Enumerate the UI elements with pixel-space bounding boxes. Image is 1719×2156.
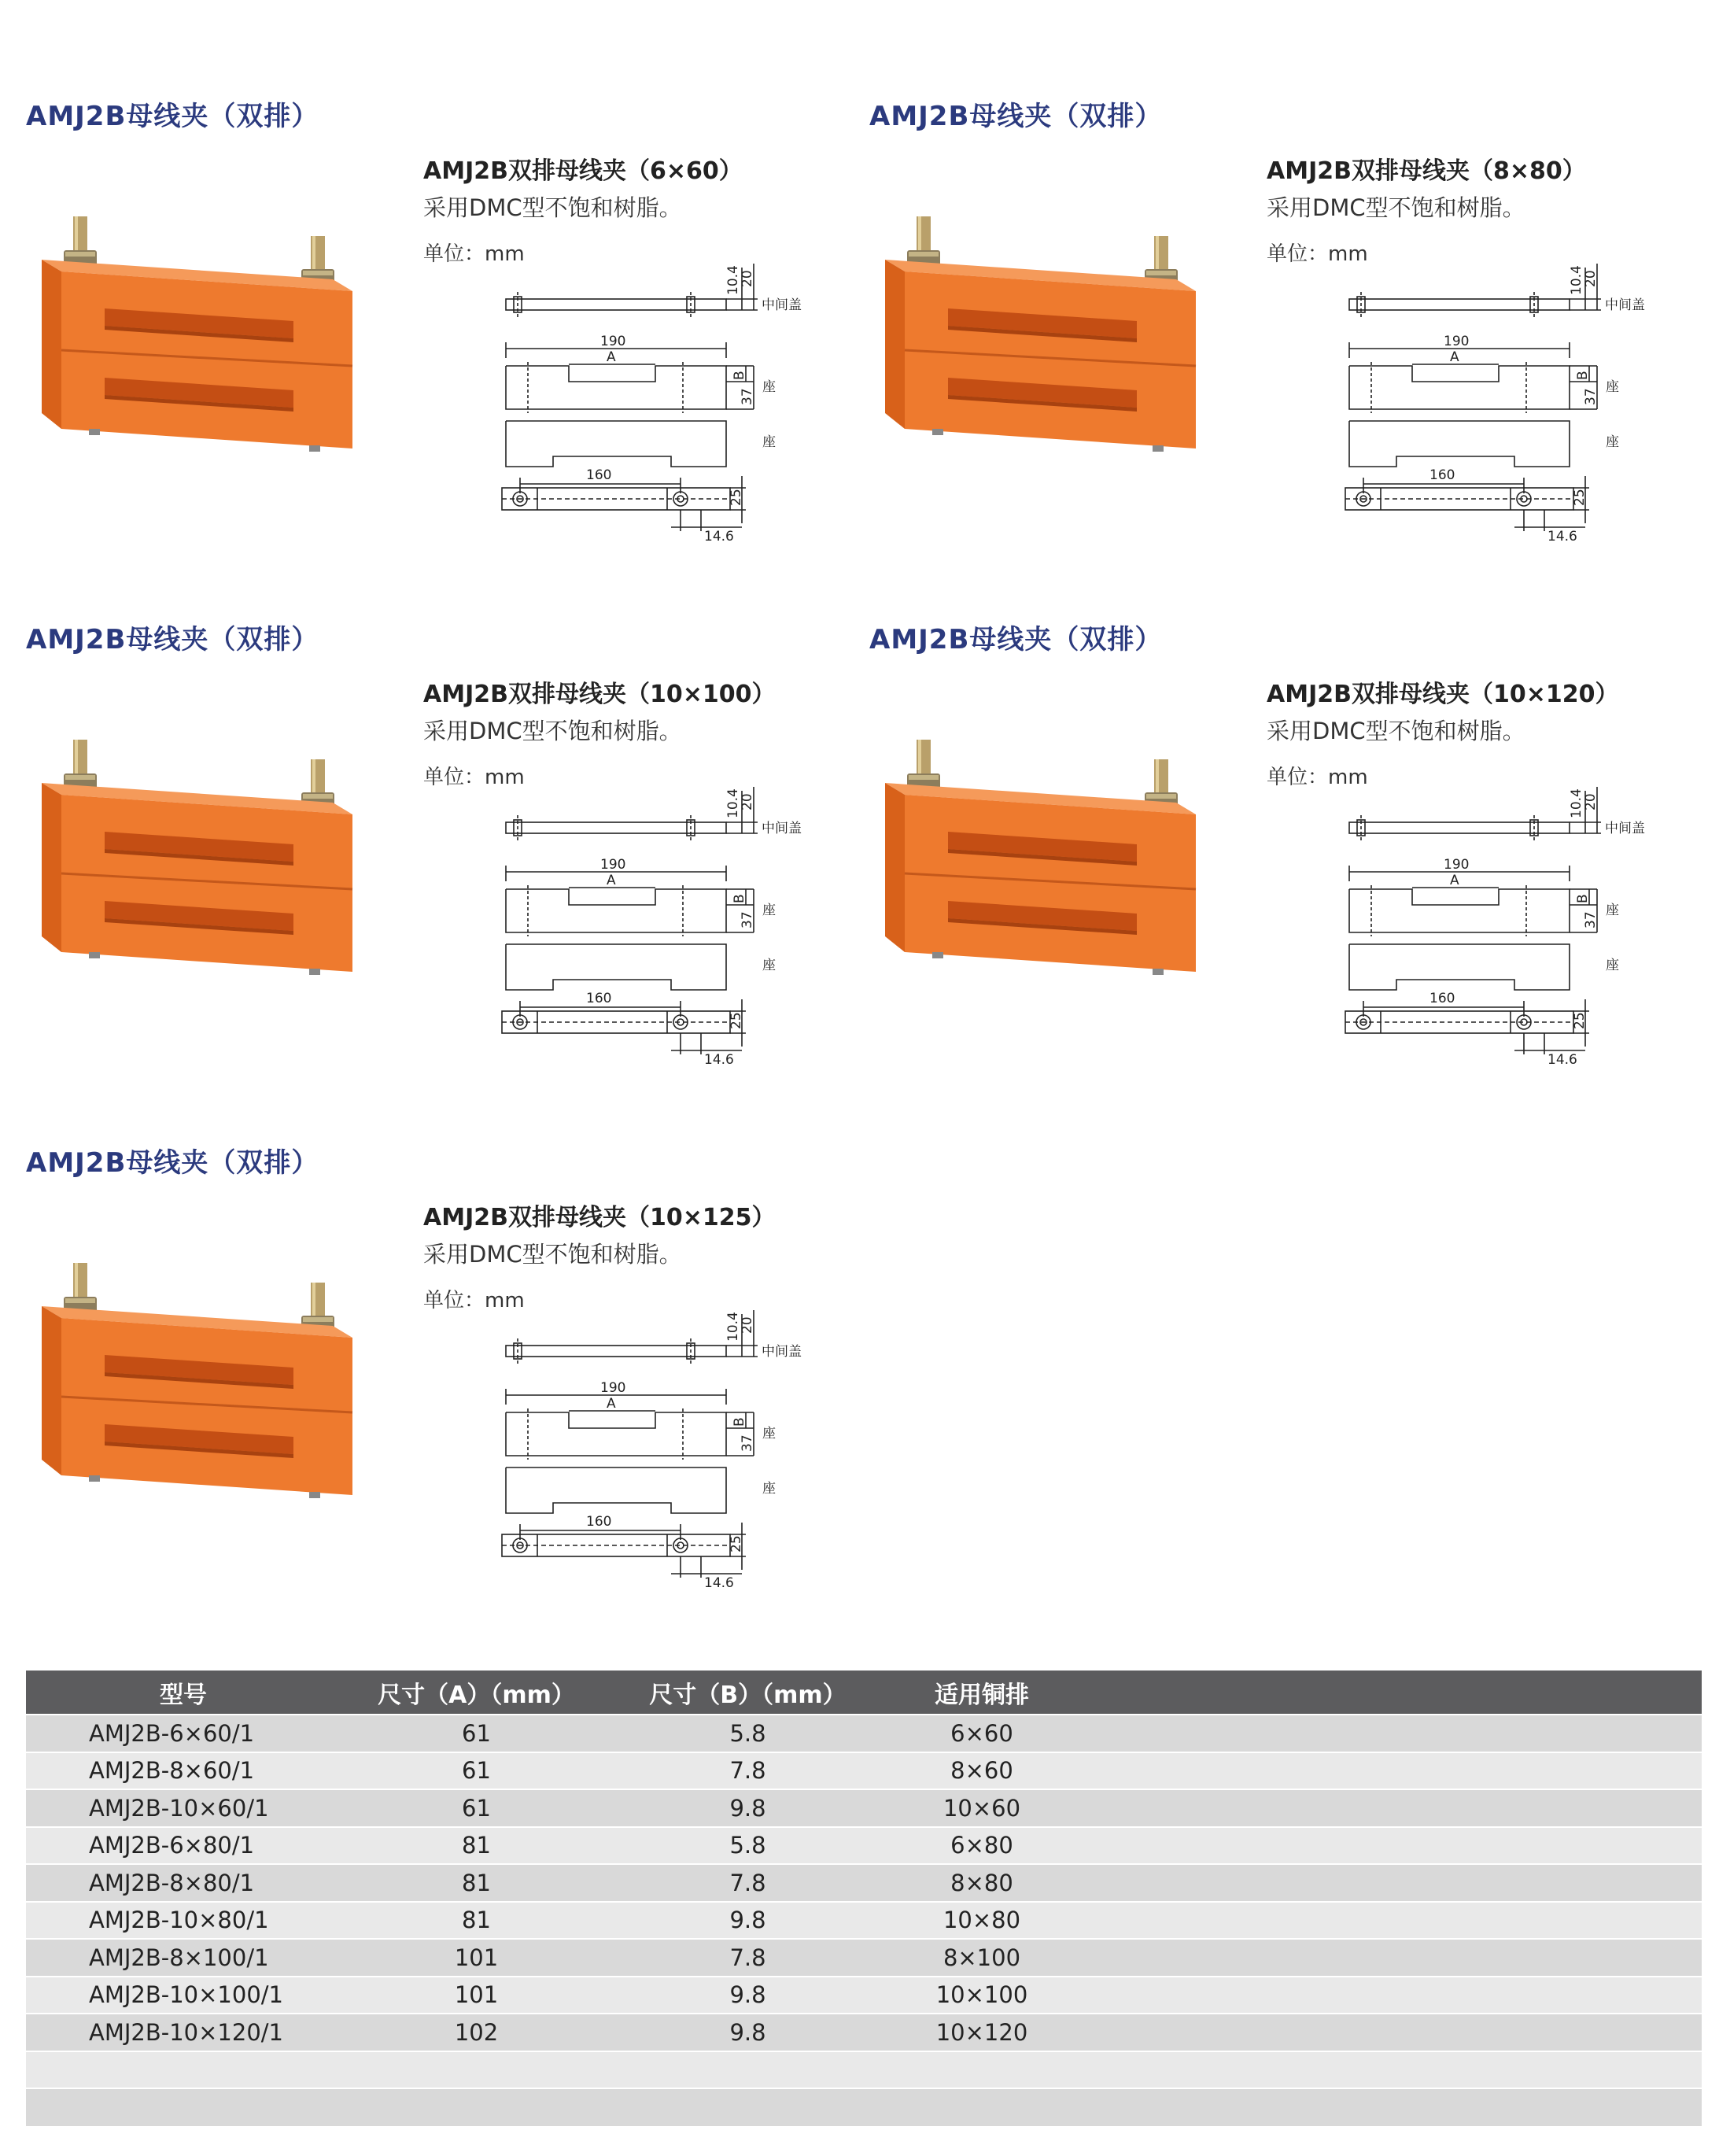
cell-copper-bar: 8×80	[883, 1864, 1080, 1902]
dim-37-label: 37	[740, 388, 755, 405]
dim-20-label: 20	[740, 1316, 755, 1334]
unit-label: 单位：mm	[1267, 766, 1368, 789]
base-label-2: 座	[1606, 434, 1619, 450]
dim-a-label: A	[607, 1396, 616, 1412]
middle-cover-label: 中间盖	[762, 821, 802, 836]
middle-cover-label: 中间盖	[1605, 297, 1645, 313]
dim-190-label: 190	[1444, 334, 1470, 349]
dim-20-label: 20	[1583, 270, 1599, 287]
product-block	[869, 94, 1703, 598]
dim-190-label: 190	[600, 1380, 626, 1396]
dim-a-label: A	[607, 349, 616, 365]
base-label-1: 座	[762, 379, 776, 395]
bolt-left	[64, 1263, 97, 1314]
bolt-left	[64, 740, 97, 791]
bolt-left	[64, 216, 97, 268]
product-description: 采用DMC型不饱和树脂。	[423, 1241, 682, 1268]
bolt-left	[907, 216, 940, 268]
section-title: AMJ2B母线夹（双排）	[26, 1147, 319, 1179]
base-label-1: 座	[762, 903, 776, 918]
dim-25-label: 25	[1572, 489, 1588, 506]
dimension-drawing	[1326, 787, 1695, 1078]
header-model: 型号	[26, 1671, 341, 1715]
product-title: AMJ2B双排母线夹（10×125）	[423, 1204, 776, 1231]
unit-label: 单位：mm	[1267, 242, 1368, 266]
table-row	[26, 1715, 1702, 1752]
dim-20-label: 20	[740, 270, 755, 287]
cell-size-a: 101	[341, 1977, 612, 2014]
dim-a-label: A	[1450, 349, 1459, 365]
cell-model	[26, 2051, 341, 2089]
dim-b-label: B	[1575, 371, 1591, 380]
table-row	[26, 2051, 1702, 2089]
dim-b-label: B	[732, 1417, 747, 1427]
dim-160-label: 160	[586, 991, 612, 1006]
header-size-b: 尺寸（B）（mm）	[612, 1671, 883, 1715]
cell-copper-bar: 6×80	[883, 1827, 1080, 1865]
product-title: AMJ2B双排母线夹（10×120）	[1267, 681, 1619, 708]
cell-copper-bar	[883, 2088, 1080, 2126]
dim-190-label: 190	[600, 334, 626, 349]
cell-copper-bar	[883, 2051, 1080, 2089]
dim-b-label: B	[732, 371, 747, 380]
table-row	[26, 1827, 1702, 1865]
product-block	[26, 94, 860, 598]
table-row	[26, 2014, 1702, 2051]
dimension-drawing	[482, 264, 852, 555]
cell-size-b: 9.8	[612, 1789, 883, 1827]
cell-size-b: 5.8	[612, 1827, 883, 1865]
dim-14-6-label: 14.6	[1547, 1052, 1577, 1068]
cell-size-b	[612, 2051, 883, 2089]
dim-10-4-label: 10.4	[725, 788, 741, 818]
product-description: 采用DMC型不饱和树脂。	[423, 718, 682, 744]
cell-model: AMJ2B-8×60/1	[26, 1752, 341, 1790]
cell-size-b: 9.8	[612, 1902, 883, 1940]
cell-size-a	[341, 2051, 612, 2089]
busbar-clamp-photo	[26, 1251, 372, 1511]
cell-size-a: 102	[341, 2014, 612, 2051]
base-label-1: 座	[762, 1426, 776, 1442]
busbar-clamp-photo	[869, 728, 1215, 988]
dimension-drawing	[1326, 264, 1695, 555]
dim-10-4-label: 10.4	[725, 1312, 741, 1342]
section-title: AMJ2B母线夹（双排）	[869, 624, 1163, 655]
cell-size-b: 7.8	[612, 1939, 883, 1977]
product-description: 采用DMC型不饱和树脂。	[423, 194, 682, 221]
middle-cover-label: 中间盖	[762, 297, 802, 313]
dim-190-label: 190	[1444, 857, 1470, 873]
dim-25-label: 25	[729, 1012, 744, 1029]
base-label-1: 座	[1606, 379, 1619, 395]
cell-size-a: 61	[341, 1715, 612, 1752]
cell-copper-bar: 6×60	[883, 1715, 1080, 1752]
cell-size-a: 81	[341, 1827, 612, 1865]
section-title: AMJ2B母线夹（双排）	[869, 101, 1163, 132]
section-title: AMJ2B母线夹（双排）	[26, 624, 319, 655]
table-row	[26, 1789, 1702, 1827]
cell-model: AMJ2B-10×80/1	[26, 1902, 341, 1940]
cell-size-b	[612, 2088, 883, 2126]
cell-size-a: 81	[341, 1902, 612, 1940]
cell-model: AMJ2B-8×80/1	[26, 1864, 341, 1902]
dim-190-label: 190	[600, 857, 626, 873]
unit-label: 单位：mm	[423, 242, 525, 266]
cell-copper-bar: 10×80	[883, 1902, 1080, 1940]
dim-25-label: 25	[729, 489, 744, 506]
base-label-2: 座	[762, 958, 776, 973]
dim-160-label: 160	[1429, 991, 1455, 1006]
product-title: AMJ2B双排母线夹（6×60）	[423, 157, 743, 185]
dim-a-label: A	[1450, 873, 1459, 888]
header-copper-bar: 适用铜排	[883, 1671, 1080, 1715]
dim-25-label: 25	[729, 1535, 744, 1552]
table-row	[26, 1939, 1702, 1977]
dim-160-label: 160	[586, 467, 612, 483]
header-size-a: 尺寸（A）（mm）	[341, 1671, 612, 1715]
dim-160-label: 160	[586, 1514, 612, 1530]
dim-14-6-label: 14.6	[1547, 529, 1577, 545]
dim-14-6-label: 14.6	[704, 529, 734, 545]
unit-label: 单位：mm	[423, 766, 525, 789]
dim-b-label: B	[1575, 894, 1591, 903]
cell-model: AMJ2B-10×60/1	[26, 1789, 341, 1827]
dim-20-label: 20	[1583, 793, 1599, 810]
dim-10-4-label: 10.4	[1569, 788, 1584, 818]
busbar-clamp-photo	[869, 205, 1215, 464]
cell-size-b: 9.8	[612, 2014, 883, 2051]
cell-copper-bar: 8×100	[883, 1939, 1080, 1977]
cell-model: AMJ2B-8×100/1	[26, 1939, 341, 1977]
cell-model: AMJ2B-10×120/1	[26, 2014, 341, 2051]
product-description: 采用DMC型不饱和树脂。	[1267, 194, 1525, 221]
cell-size-a: 101	[341, 1939, 612, 1977]
dim-37-label: 37	[740, 1434, 755, 1452]
middle-cover-label: 中间盖	[762, 1344, 802, 1360]
dim-10-4-label: 10.4	[725, 265, 741, 295]
cell-model	[26, 2088, 341, 2126]
dim-14-6-label: 14.6	[704, 1575, 734, 1591]
product-description: 采用DMC型不饱和树脂。	[1267, 718, 1525, 744]
cell-model: AMJ2B-6×80/1	[26, 1827, 341, 1865]
product-title: AMJ2B双排母线夹（8×80）	[1267, 157, 1586, 185]
cell-size-a: 61	[341, 1752, 612, 1790]
table-header-row	[26, 1671, 1702, 1715]
dim-160-label: 160	[1429, 467, 1455, 483]
cell-size-a: 81	[341, 1864, 612, 1902]
table-row	[26, 1902, 1702, 1940]
dim-37-label: 37	[1583, 388, 1599, 405]
cell-size-a	[341, 2088, 612, 2126]
base-label-2: 座	[762, 1481, 776, 1497]
cell-size-b: 7.8	[612, 1752, 883, 1790]
table-row	[26, 1752, 1702, 1790]
cell-model: AMJ2B-10×100/1	[26, 1977, 341, 2014]
cell-model: AMJ2B-6×60/1	[26, 1715, 341, 1752]
table-row	[26, 1977, 1702, 2014]
spec-table	[26, 1671, 1702, 2126]
product-block	[26, 1141, 860, 1645]
dim-25-label: 25	[1572, 1012, 1588, 1029]
cell-size-b: 7.8	[612, 1864, 883, 1902]
dimension-drawing	[482, 1310, 852, 1601]
dimension-drawing	[482, 787, 852, 1078]
base-label-2: 座	[1606, 958, 1619, 973]
dim-14-6-label: 14.6	[704, 1052, 734, 1068]
cell-copper-bar: 10×100	[883, 1977, 1080, 2014]
middle-cover-label: 中间盖	[1605, 821, 1645, 836]
bolt-left	[907, 740, 940, 791]
busbar-clamp-photo	[26, 205, 372, 464]
cell-copper-bar: 10×120	[883, 2014, 1080, 2051]
table-row	[26, 2088, 1702, 2126]
dim-37-label: 37	[740, 911, 755, 928]
dim-20-label: 20	[740, 793, 755, 810]
dim-10-4-label: 10.4	[1569, 265, 1584, 295]
cell-copper-bar: 8×60	[883, 1752, 1080, 1790]
cell-size-a: 61	[341, 1789, 612, 1827]
product-block	[869, 618, 1703, 1121]
base-label-1: 座	[1606, 903, 1619, 918]
cell-size-b: 5.8	[612, 1715, 883, 1752]
section-title: AMJ2B母线夹（双排）	[26, 101, 319, 132]
dim-a-label: A	[607, 873, 616, 888]
base-label-2: 座	[762, 434, 776, 450]
dim-37-label: 37	[1583, 911, 1599, 928]
busbar-clamp-photo	[26, 728, 372, 988]
dim-b-label: B	[732, 894, 747, 903]
product-title: AMJ2B双排母线夹（10×100）	[423, 681, 776, 708]
table-row	[26, 1864, 1702, 1902]
cell-copper-bar: 10×60	[883, 1789, 1080, 1827]
cell-size-b: 9.8	[612, 1977, 883, 2014]
unit-label: 单位：mm	[423, 1289, 525, 1312]
product-block	[26, 618, 860, 1121]
